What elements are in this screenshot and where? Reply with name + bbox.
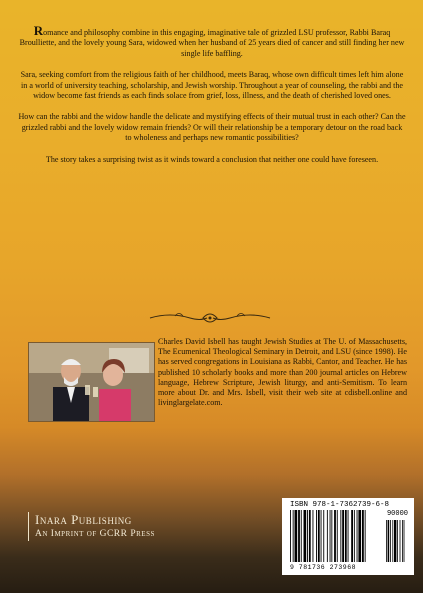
author-bio-text: Charles David Isbell has taught Jewish Studies at The U. of Massachusetts, The Ecumenical Theological Seminary in Detroit, and LSU (since 1998). He has served congregations in Louisiana as Rabbi, Cantor, and Teacher. He has published 10 scholarly books and more than 200 journal articles on Hebrew language, Hebrew Scripture, Jewish liturgy, and anti-Semitism. To learn more about Dr. and Mrs. Isbell, visit their web site at cdisbell.online and livinglargelate.com. — [158, 337, 407, 408]
drop-cap: R — [33, 23, 44, 38]
isbn-barcode — [282, 498, 414, 575]
blurb-paragraph-2: Sara, seeking comfort from the religious faith of her childhood, meets Baraq, whose own difficult times left him alone in a world of university teaching, scholarship, and Jewish worship. Throughout a year of counseling, the rabbi and the widow become fast friends as each finds solace from grief, loss, illness, and the death of cherished loved ones. — [20, 70, 404, 101]
blurb-paragraph-4: The story takes a surprising twist as it winds toward a conclusion that neither one could have foreseen. — [45, 154, 379, 164]
blurb-paragraph-3: How can the rabbi and the widow handle the delicate and mystifying effects of their mutual trust in each other? Can the grizzled rabbi and the lovely widow remain friends? Or will their relationship be a temporary detour on the road back to wholeness and perhaps new romantic possibilities? — [18, 112, 406, 143]
back-cover-blurb — [18, 23, 406, 176]
publisher-logo — [28, 512, 155, 541]
publisher-name: Inara Publishing — [35, 512, 132, 527]
barcode-digits: 9 781736 273968 — [290, 564, 357, 571]
author-bio — [22, 337, 407, 429]
flourish-divider-icon — [145, 310, 275, 326]
photo-spacer — [22, 337, 158, 429]
blurb-paragraph-1 — [18, 23, 406, 59]
price-code: 90000 — [386, 510, 408, 518]
publisher-imprint: An Imprint of GCRR Press — [35, 529, 155, 539]
blurb-paragraph-1-text: omance and philosophy combine in this engaging, imaginative tale of grizzled LSU professor, Rabbi Baraq Broulliette, and the lovely young Sara, widowed when her husband of 25 years died of cancer and still finding her new single life baffling. — [19, 28, 405, 58]
isbn-number: ISBN 978-1-7362739-6-8 — [290, 501, 390, 509]
